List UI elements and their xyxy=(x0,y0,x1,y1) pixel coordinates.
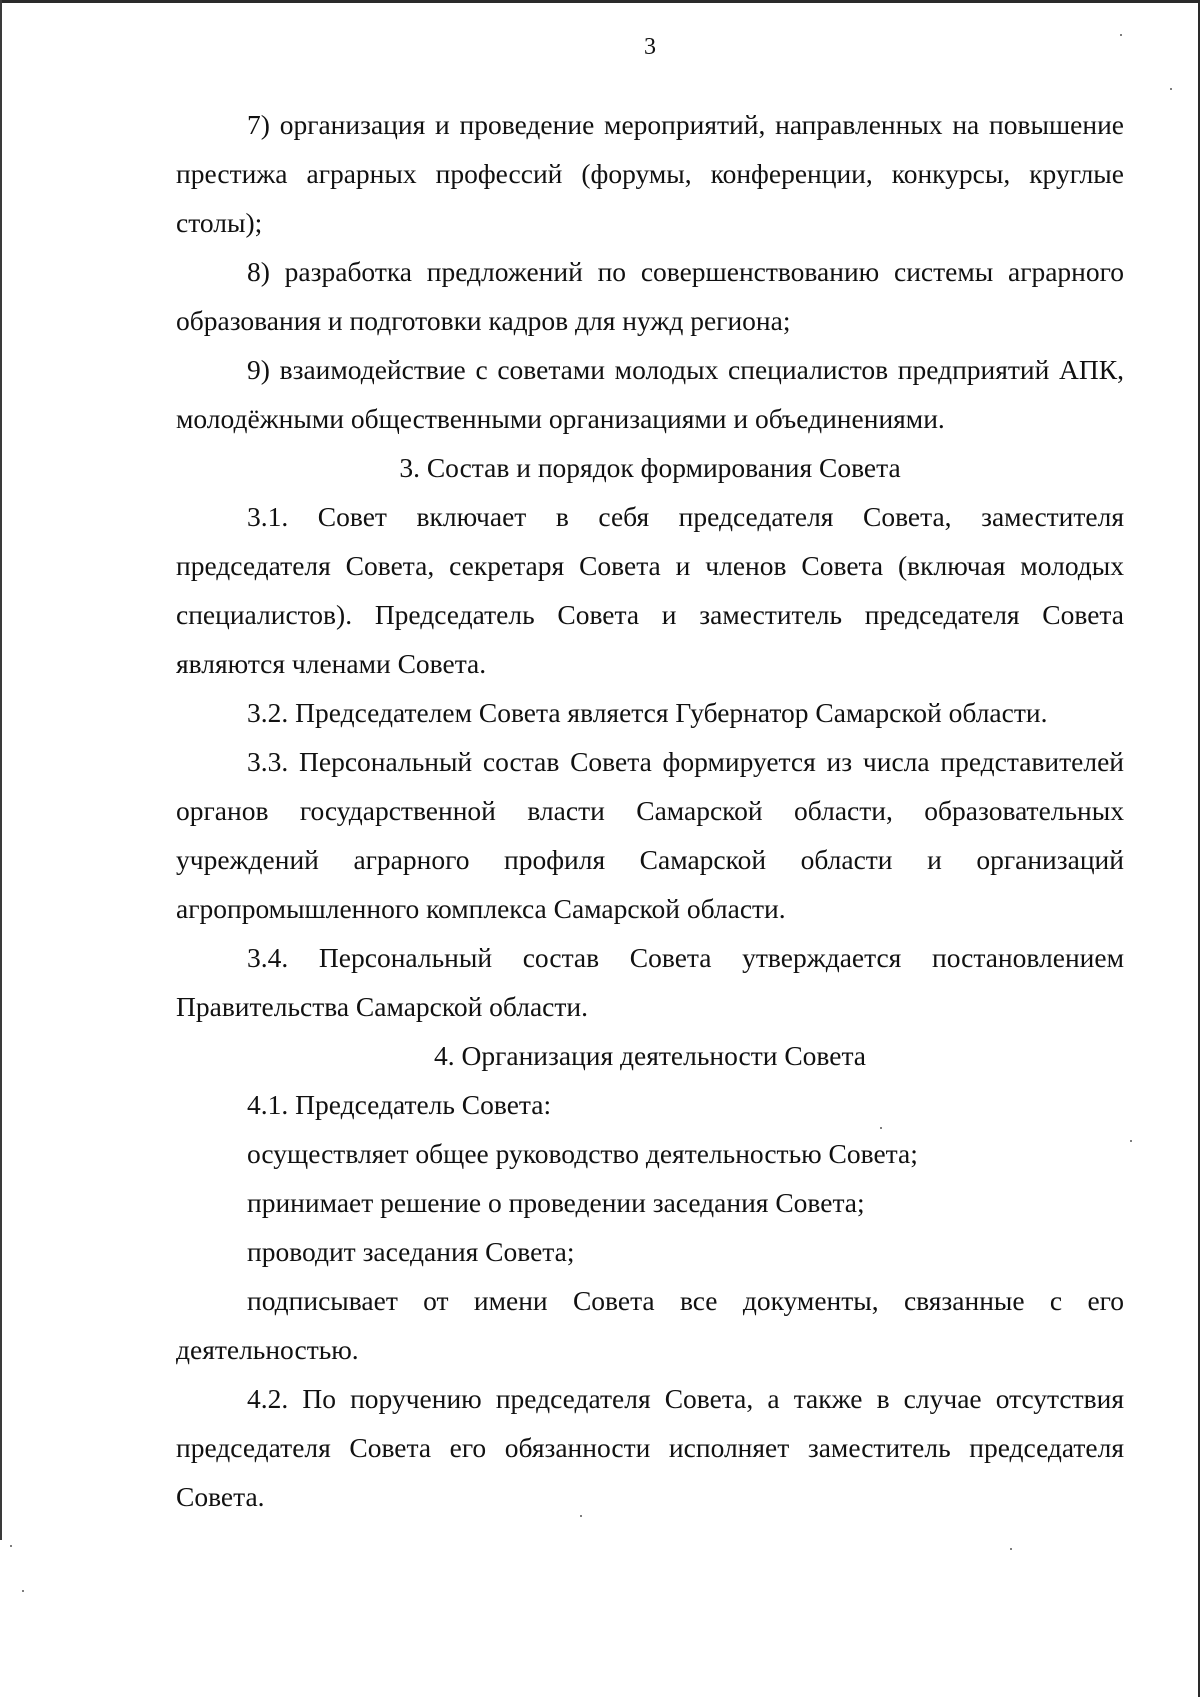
scan-speck xyxy=(580,1515,582,1517)
duty-decide-meeting: принимает решение о проведении заседания Совета; xyxy=(247,1187,865,1218)
list-item-8: 8) разработка предложений по совершенствованию системы аграрного образования и подготовки кадров для нужд региона; xyxy=(176,256,1124,336)
document-body xyxy=(176,100,1124,1521)
clause-3-4: 3.4. Персональный состав Совета утверждается постановлением Правительства Самарской области. xyxy=(176,942,1124,1022)
duty-conduct-meetings: проводит заседания Совета; xyxy=(247,1236,575,1267)
duty-general-management: осуществляет общее руководство деятельностью Совета; xyxy=(247,1138,918,1169)
clause-4-1: 4.1. Председатель Совета: xyxy=(247,1089,552,1120)
scan-speck xyxy=(1130,1140,1132,1142)
scan-speck xyxy=(880,1127,882,1129)
section-4-heading: 4. Организация деятельности Совета xyxy=(433,1040,867,1071)
scan-border-left xyxy=(0,0,2,1540)
scan-speck xyxy=(10,1545,12,1547)
scan-speck xyxy=(1170,88,1172,90)
duty-sign-documents: подписывает от имени Совета все документы, связанные с его деятельностью. xyxy=(176,1285,1124,1365)
page-number: 3 xyxy=(644,34,656,60)
clause-3-3: 3.3. Персональный состав Совета формируется из числа представителей органов государственной власти Самарской области, образовательных учреждений аграрного профиля Самарской области и организаций агропромышленного комплекса Самарской области. xyxy=(176,746,1124,924)
scan-border-top xyxy=(0,0,1200,3)
list-item-7: 7) организация и проведение мероприятий, направленных на повышение престижа аграрных профессий (форумы, конференции, конкурсы, круглые столы); xyxy=(176,109,1124,238)
scan-speck xyxy=(1120,34,1122,36)
scan-speck xyxy=(1010,1548,1012,1550)
section-3-heading: 3. Состав и порядок формирования Совета xyxy=(399,452,901,483)
scan-speck xyxy=(22,1590,24,1592)
clause-3-1: 3.1. Совет включает в себя председателя Совета, заместителя председателя Совета, секретаря Совета и членов Совета (включая молодых специалистов). Председатель Совета и заместитель председателя Совета являются членами Совета. xyxy=(176,501,1124,679)
clause-3-2: 3.2. Председателем Совета является Губернатор Самарской области. xyxy=(247,697,1048,728)
list-item-9: 9) взаимодействие с советами молодых специалистов предприятий АПК, молодёжными общественными организациями и объединениями. xyxy=(176,354,1124,434)
clause-4-2: 4.2. По поручению председателя Совета, а также в случае отсутствия председателя Совета его обязанности исполняет заместитель председателя Совета. xyxy=(176,1383,1124,1512)
